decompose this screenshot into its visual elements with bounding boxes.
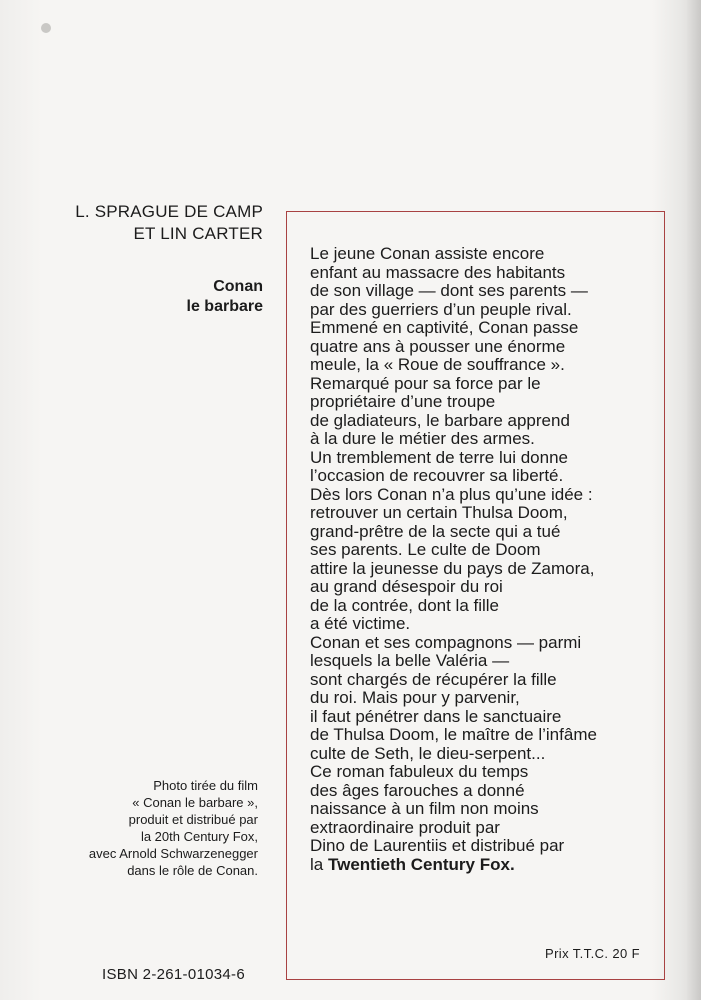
photo-credits: [89, 777, 258, 879]
blurb-line: au grand désespoir du roi: [310, 577, 503, 596]
blurb-line: il faut pénétrer dans le sanctuaire: [310, 706, 562, 726]
blurb-line: extraordinaire produit par: [310, 817, 500, 837]
blurb-line: par des guerriers d’un peuple rival.: [310, 299, 572, 319]
blurb-line: Remarqué pour sa force par le: [310, 373, 541, 393]
blurb-line: attire la jeunesse du pays de Zamora,: [310, 558, 595, 578]
blurb-line: a été victime.: [310, 614, 411, 633]
blurb-line: Dino de Laurentiis et distribué par: [310, 836, 565, 855]
blurb-line: propriétaire d’une troupe: [310, 392, 496, 411]
blurb-line: de gladiateurs, le barbare apprend: [310, 410, 570, 430]
blurb-line: Dès lors Conan n’a plus qu’une idée :: [310, 484, 593, 504]
blurb-line: à la dure le métier des armes.: [310, 429, 535, 448]
blurb-line: Ce roman fabuleux du temps: [310, 762, 529, 781]
blurb-last-emphasis: Twentieth Century Fox.: [327, 854, 515, 874]
blurb-line: naissance à un film non moins: [310, 799, 539, 818]
credit-line: avec Arnold Schwarzenegger: [88, 846, 258, 861]
credit-line: « Conan le barbare »,: [132, 795, 258, 810]
credit-line: dans le rôle de Conan.: [127, 863, 258, 878]
isbn: ISBN 2-261-01034-6: [102, 966, 245, 983]
blurb-line: du roi. Mais pour y parvenir,: [310, 688, 520, 707]
title-line: Conan: [213, 278, 263, 295]
blurb-line: culte de Seth, le dieu-serpent...: [310, 743, 546, 763]
blurb-line: de la contrée, dont la fille: [310, 595, 500, 615]
blurb-line: Emmené en captivité, Conan passe: [310, 318, 579, 337]
cover-edge: [687, 0, 701, 1000]
blurb-line: meule, la « Roue de souffrance ».: [310, 355, 565, 374]
blurb-line: Conan et ses compagnons — parmi: [310, 632, 582, 652]
credit-line: la 20th Century Fox,: [140, 829, 258, 844]
blurb-last-prefix: la: [310, 854, 328, 874]
price: Prix T.T.C. 20 F: [545, 946, 641, 961]
blurb-last-line: [310, 856, 650, 875]
blurb-line: enfant au massacre des habitants: [310, 262, 566, 282]
blurb-line: ses parents. Le culte de Doom: [310, 540, 541, 559]
blurb-text: [310, 245, 650, 874]
credit-line: produit et distribué par: [128, 812, 258, 827]
author-line: ET LIN CARTER: [133, 224, 263, 243]
blurb-line: Le jeune Conan assiste encore: [310, 244, 545, 263]
blurb-line: des âges farouches a donné: [310, 780, 525, 800]
blurb-line: de son village — dont ses parents —: [310, 281, 588, 300]
blurb-line: Un tremblement de terre lui donne: [310, 447, 568, 467]
author-line: L. SPRAGUE DE CAMP: [75, 202, 263, 221]
authors: [75, 201, 263, 245]
blurb-line: retrouver un certain Thulsa Doom,: [310, 503, 568, 522]
book-title: [187, 277, 263, 317]
cover-mark: [41, 23, 51, 33]
blurb-line: lesquels la belle Valéria —: [310, 651, 510, 670]
blurb-line: de Thulsa Doom, le maître de l’infâme: [310, 725, 597, 744]
blurb-line: l’occasion de recouvrer sa liberté.: [310, 466, 564, 485]
title-line: le barbare: [186, 298, 263, 315]
blurb-line: grand-prêtre de la secte qui a tué: [310, 521, 561, 541]
credit-line: Photo tirée du film: [153, 778, 258, 793]
blurb-line: sont chargés de récupérer la fille: [310, 669, 557, 689]
blurb-line: quatre ans à pousser une énorme: [310, 336, 566, 356]
